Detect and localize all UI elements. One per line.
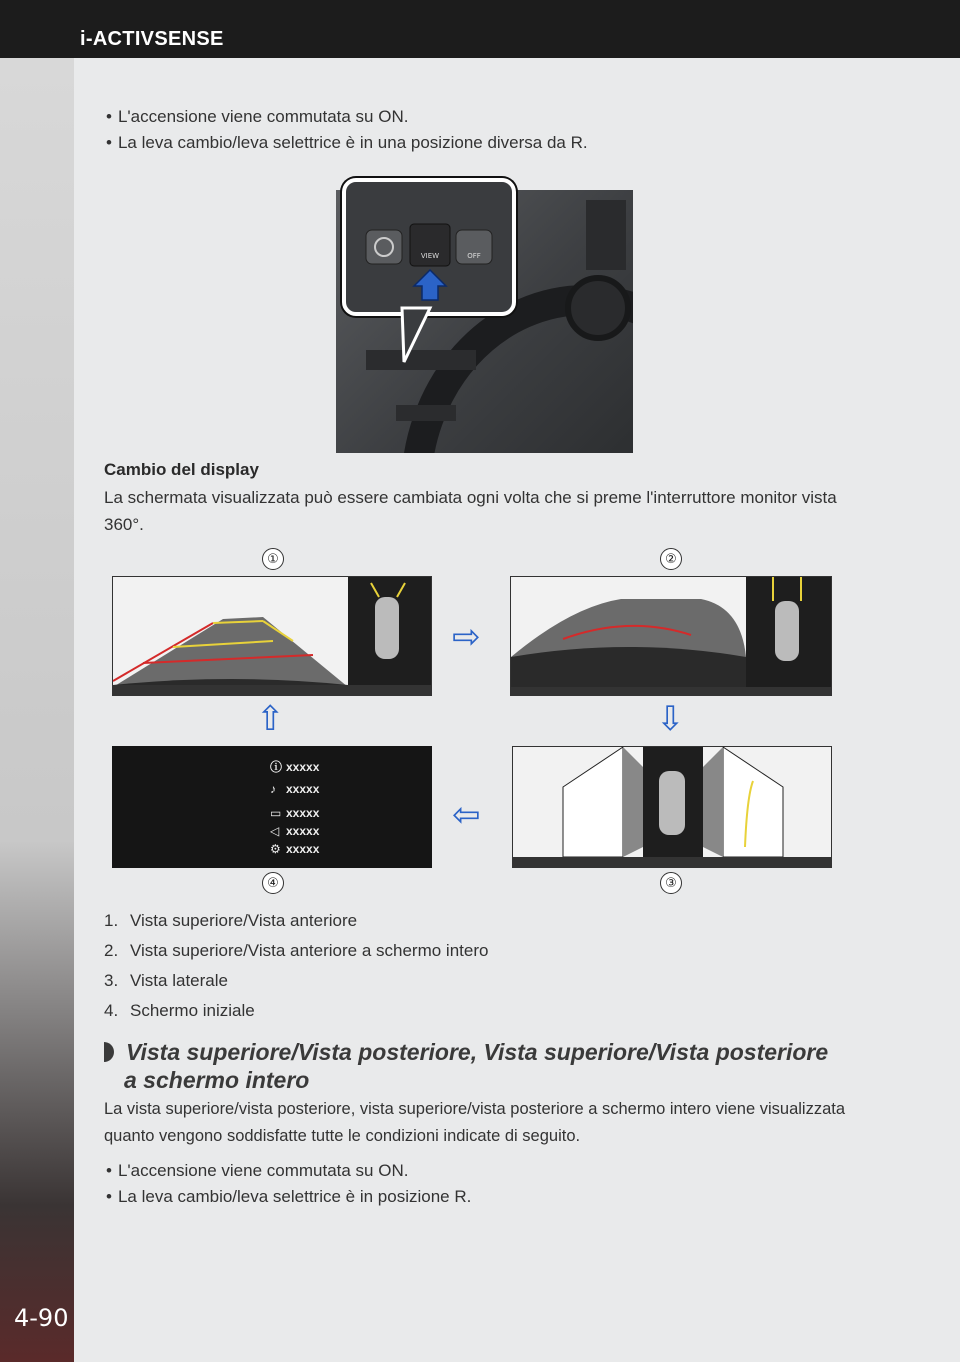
arrow-up: ⇧ <box>256 700 285 738</box>
menu-item: ♪ xxxxx <box>270 782 320 796</box>
bullet-item: • La leva cambio/leva selettrice è in una posizione diversa da R. <box>106 130 588 156</box>
menu-item: ⓘ xxxxx <box>270 760 320 774</box>
circled-number-2: ② <box>660 548 682 570</box>
screen-front-fullscreen <box>510 576 832 696</box>
callout-pointer <box>390 300 450 370</box>
circled-number-1: ① <box>262 548 284 570</box>
menu-item: ◁ xxxxx <box>270 824 320 838</box>
buttons-closeup <box>346 182 512 312</box>
section-title: i-ACTIVSENSE <box>80 28 224 50</box>
screen-top-front-view <box>112 576 432 696</box>
bottom-bullet-list <box>106 1158 471 1210</box>
circled-number-4: ④ <box>262 872 284 894</box>
circled-number-3: ③ <box>660 872 682 894</box>
arrow-right: ⇨ <box>452 618 481 656</box>
list-item: 3. Vista laterale <box>104 971 228 990</box>
music-icon: ♪ <box>270 782 276 796</box>
menu-item: ⚙ xxxxx <box>270 842 320 856</box>
info-icon: ⓘ <box>270 760 283 774</box>
settings-icon: ⚙ <box>270 842 281 856</box>
page-number: 4-90 <box>14 1304 69 1332</box>
display-change-text: La schermata visualizzata può essere cambiata ogni volta che si preme l'interruttore monitor vista 360°. <box>104 488 837 534</box>
arrow-down: ⇩ <box>656 700 685 738</box>
bullet-item: • La leva cambio/leva selettrice è in posizione R. <box>106 1184 471 1210</box>
bullet-item: • L'accensione viene commutata su ON. <box>106 104 588 130</box>
subsection-text: La vista superiore/vista posteriore, vista superiore/vista posteriore a schermo intero viene visualizzata quanto vengono soddisfatte tutte le condizioni indicate di seguito. <box>104 1100 846 1145</box>
list-item: 2. Vista superiore/Vista anteriore a schermo intero <box>104 941 489 960</box>
top-bullet-list <box>106 104 588 156</box>
menu-item: ▭ xxxxx <box>270 806 320 820</box>
bullet-item: • L'accensione viene commutata su ON. <box>106 1158 471 1184</box>
screen-side-view <box>512 746 832 868</box>
screen-1-graphic <box>113 577 431 695</box>
view-list <box>104 906 488 1026</box>
arrow-left: ⇦ <box>452 796 481 834</box>
list-item: 1. Vista superiore/Vista anteriore <box>104 911 358 930</box>
screen-icon: ▭ <box>270 806 282 820</box>
screen-home <box>112 746 432 868</box>
subsection-title: Vista superiore/Vista posteriore, Vista superiore/Vista posteriore a schermo intero <box>104 1038 874 1094</box>
left-margin-strip <box>0 58 74 1362</box>
button-callout <box>342 178 516 316</box>
navigation-icon: ◁ <box>270 824 280 838</box>
display-change-title: Cambio del display <box>104 460 259 479</box>
screen-3-graphic <box>513 747 831 867</box>
screen-2-graphic <box>511 577 831 695</box>
view-button-label: VIEW <box>420 252 440 260</box>
list-item: 4. Schermo iniziale <box>104 1001 255 1020</box>
off-button-label: OFF <box>467 252 481 260</box>
header-bar <box>0 0 960 58</box>
